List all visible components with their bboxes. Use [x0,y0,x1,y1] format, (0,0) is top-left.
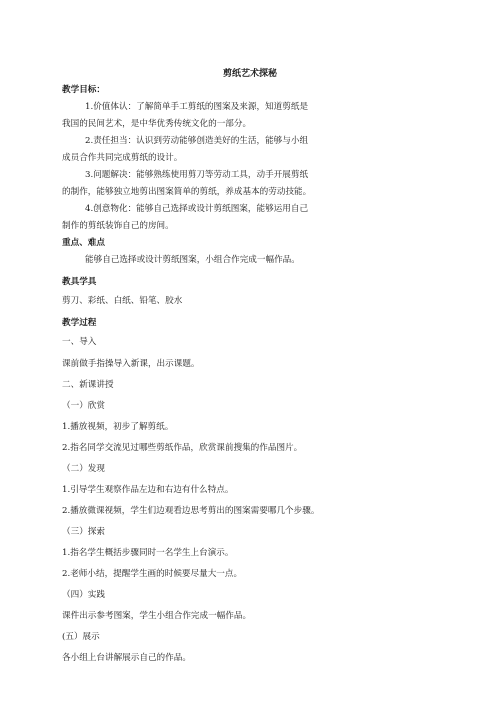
process-line: 1.播放视频，初步了解剪纸。 [62,422,174,432]
objective-1-line-1: 1.价值体认：了解简单手工剪纸的图案及来源，知道剪纸是 [85,102,309,112]
process-line: 2.播放微课视频，学生们边观看边思考剪出的图案需要哪几个步骤。 [62,506,320,516]
objective-3-line-2: 的制作，能够独立地剪出图案简单的剪纸，养成基本的劳动技能。 [62,187,312,197]
process-line: （三）探索 [62,527,105,537]
objective-3-line-1: 3.问题解决：能够熟练使用剪刀等劳动工具，动手开展剪纸 [85,170,309,180]
process-line: 课件出示参考图案，学生小组合作完成一幅作品。 [62,611,252,621]
tools-heading: 教具学具 [62,277,97,287]
process-line: 2.指名同学交流见过哪些剪纸作品，欣赏课前搜集的作品图片。 [62,443,303,453]
process-line: （四）实践 [62,590,105,600]
objective-1-line-2: 我国的民间艺术，是中华优秀传统文化的一部分。 [62,119,252,129]
objective-4-line-2: 制作的剪纸装饰自己的房间。 [62,221,174,231]
objective-2-line-1: 2.责任担当：认识到劳动能够创造美好的生活，能够与小组 [85,136,309,146]
process-line: 1.指名学生概括步骤同时一名学生上台演示。 [62,548,234,558]
tools-text: 剪刀、彩纸、白纸、铅笔、胶水 [62,296,183,306]
process-line: (五）展示 [62,632,100,642]
key-points-text: 能够自己选择或设计剪纸图案，小组合作完成一幅作品。 [85,255,300,265]
key-points-heading: 重点、难点 [62,238,105,248]
process-line: 2.老师小结，提醒学生画的时候要尽量大一点。 [62,569,243,579]
process-line: 课前做手指操导入新课，出示课题。 [62,359,200,369]
objective-2-line-2: 成员合作共同完成剪纸的设计。 [62,153,183,163]
process-line: （二）发现 [62,464,105,474]
process-line: 二、新课讲授 [62,380,114,390]
objectives-heading: 教学目标： [62,85,105,95]
process-line: 各小组上台讲解展示自己的作品。 [62,653,191,663]
document-title: 剪纸艺术探秘 [222,69,277,79]
process-line: 1.引导学生观察作品左边和右边有什么特点。 [62,485,234,495]
process-line: （一）欣赏 [62,401,105,411]
objective-4-line-1: 4.创意物化：能够自己选择或设计剪纸图案，能够运用自己 [85,204,309,214]
process-heading: 教学过程 [62,318,97,328]
process-line: 一、导入 [62,337,97,347]
